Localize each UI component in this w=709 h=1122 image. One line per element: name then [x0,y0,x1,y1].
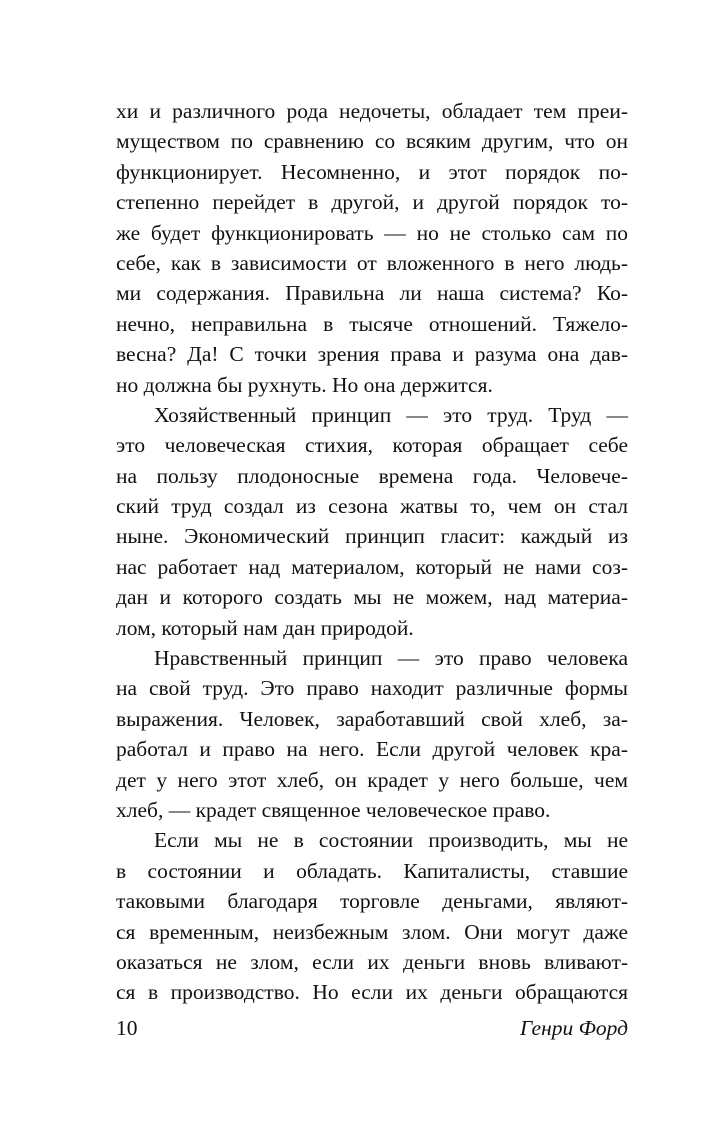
paragraph-1 [116,96,628,400]
text-line: степенно перейдет в другой, и другой порядок то- [116,190,628,215]
page-body [116,96,628,1008]
text-line: весна? Да! С точки зрения права и разума она дав- [116,342,628,367]
text-line: работал и право на него. Если другой человек кра- [116,737,628,762]
text-line: хлеб, — крадет священное человеческое право. [116,797,551,822]
paragraph-2 [116,400,628,643]
paragraph-4 [116,825,628,1007]
text-line: ныне. Экономический принцип гласит: каждый из [116,524,628,549]
page-number: 10 [116,1016,138,1040]
text-line: на пользу плодоносные времена года. Человече- [116,463,628,488]
text-line: хи и различного рода недочеты, обладает тем преи- [116,99,628,123]
text-line: это человеческая стихия, которая обращает себе [116,433,628,458]
text-line: ся временным, неизбежным злом. Они могут даже [116,919,628,944]
running-author: Генри Форд [519,1016,628,1040]
text-line: себе, как в зависимости от вложенного в него людь- [116,250,628,275]
text-line: нас работает над материалом, который не нами соз- [116,554,628,579]
text-line: но должна бы рухнуть. Но она держится. [116,372,493,397]
text-line: же будет функционировать — но не столько сам по [116,220,628,245]
text-line: дан и которого создать мы не можем, над материа- [116,585,628,610]
text-line: на свой труд. Это право находит различные формы [116,676,628,701]
text-line: ми содержания. Правильна ли наша система? Ко- [116,281,628,306]
text-line: ский труд создал из сезона жатвы то, чем он стал [116,494,628,519]
paragraph-3 [116,643,628,825]
text-line: Если мы не в состоянии производить, мы не [154,828,628,853]
text-line: функционирует. Несомненно, и этот порядок по- [116,159,628,184]
text-line: выражения. Человек, заработавший свой хлеб, за- [116,706,628,731]
text-line: нечно, неправильна в тысяче отношений. Тяжело- [116,311,628,336]
text-line: ся в производство. Но если их деньги обращаются [116,980,628,1005]
page-footer [116,1016,628,1046]
text-line: лом, который нам дан природой. [116,615,414,640]
text-line: дет у него этот хлеб, он крадет у него больше, чем [116,767,628,792]
text-line: Хозяйственный принцип — это труд. Труд — [154,402,628,427]
text-line: в состоянии и обладать. Капиталисты, ставшие [116,858,628,883]
text-line: таковыми благодаря торговле деньгами, являют- [116,889,628,914]
text-line: оказаться не злом, если их деньги вновь вливают- [116,949,628,974]
text-line: муществом по сравнению со всяким другим, что он [116,129,628,154]
text-line: Нравственный принцип — это право человека [154,646,628,671]
